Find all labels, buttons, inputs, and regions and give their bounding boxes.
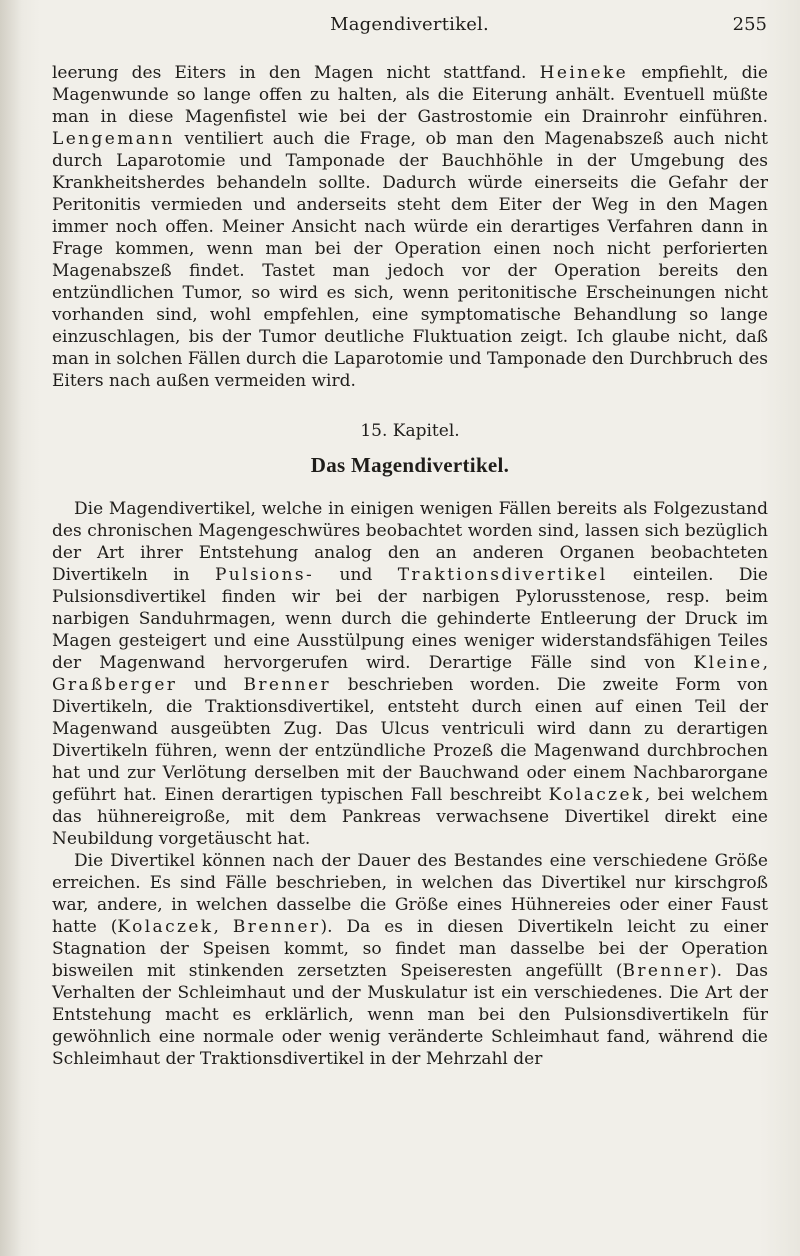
text-run: einteilen. Die Pulsionsdivertikel finden wir bei der narbigen Pylorusstenose, resp. beim narbigen Sanduhrmagen, wenn durch die gehinderte Entleerung der Druck im Magen gesteigert und eine Ausstülpung eines weniger widerstandsfähigen Teiles der Magenwand hervorgerufen wird. Derartige Fälle sind von: [52, 565, 768, 673]
chapter-number: 15. Kapitel.: [360, 421, 460, 441]
author-name-brenner: Brenner: [622, 961, 711, 981]
gutter-shadow: [0, 0, 22, 1256]
text-run: beschrieben worden. Die zweite Form von Divertikeln, die Traktionsdivertikel, entsteht durch einen auf einen Teil der Magenwand ausgeübten Zug. Das Ulcus ventriculi wird dann zu derartigen Divertikeln führen, wenn der entzündliche Prozeß die Magenwand durchbrochen hat und zur Verlötung derselben mit der Bauchwand oder einem Nachbarorgane geführt hat. Einen derartigen typischen Fall beschreibt: [52, 675, 768, 805]
text-run: ). Da es in diesen Divertikeln leicht zu einer Stagnation der Speisen kommt, so findet man dasselbe bei der Operation bisweilen mit stinkenden zersetzten Speiseresten angefüllt (: [52, 917, 769, 981]
text-run: Die Divertikel können nach der Dauer des Bestandes eine verschiedene Größe erreichen. Es sind Fälle beschrieben, in welchen das Divertikel nur kirschgroß war, andere, in welchen dasselbe die Größe eines Hühnereies oder einer Faust hatte (: [52, 851, 768, 937]
text-run: ventiliert auch die Frage, ob man den Magenabszeß auch nicht durch Laparotomie und Tamponade der Bauchhöhle in der Umgebung des Krankheitsherdes behandeln sollte. Dadurch würde einerseits die Gefahr der Peritonitis vermieden und anderseits steht dem Eiter der Weg in den Magen immer noch offen. Meiner Ansicht nach würde ein derartiges Verfahren dann in Frage kommen, wenn man bei der Operation einen noch nicht perforierten Magenabszeß findet. Tastet man jedoch vor der Operation bereits den entzündlichen Tumor, so wird es sich, wenn peritonitische Erscheinungen nicht vorhanden sind, wohl empfehlen, eine symptomatische Behandlung so lange einzuschlagen, bis der Tumor deutliche Fluktuation zeigt. Ich glaube nicht, daß man in solchen Fällen durch die Laparotomie und Tamponade den Durchbruch des Eiters nach außen vermeiden wird.: [52, 129, 768, 391]
text-run: und: [314, 565, 398, 585]
text-run: leerung des Eiters in den Magen nicht stattfand.: [52, 63, 540, 83]
body-text: [52, 62, 768, 1070]
running-head: [52, 8, 767, 42]
paragraph-continued: [52, 62, 768, 392]
text-run: und: [177, 675, 244, 695]
text-run: ). Das Verhalten der Schleimhaut und der Muskulatur ist ein verschiedenes. Die Art der Entstehung macht es erklärlich, wenn man bei den Pulsionsdivertikeln für gewöhnlich eine normale oder wenig veränderte Schleimhaut fand, während die Schleimhaut der Traktionsdivertikel in der Mehrzahl der: [52, 961, 768, 1069]
author-name-lengemann: Lengemann: [52, 129, 175, 149]
author-name-kleine: Kleine: [693, 653, 763, 673]
text-run: ,: [213, 917, 233, 937]
author-name-grassberger: Graßberger: [52, 675, 178, 695]
page-number: 255: [732, 14, 767, 35]
paragraph-size: [52, 850, 768, 1070]
author-name-kolaczek: Kolaczek: [548, 785, 645, 805]
author-name-heineke: Heineke: [539, 63, 629, 83]
author-name-brenner: Brenner: [232, 917, 321, 937]
paragraph-pulsion-traction: [52, 498, 768, 850]
text-run: , bei welchem das hühnereigroße, mit dem Pankreas verwachsene Divertikel direkt eine Neubildung vorgetäuscht hat.: [52, 785, 768, 849]
author-name-brenner: Brenner: [243, 675, 332, 695]
running-title: Magendivertikel.: [330, 14, 489, 35]
author-name-kolaczek: Kolaczek: [117, 917, 214, 937]
term-traktionsdivertikel: Traktionsdivertikel: [397, 565, 608, 585]
text-run: empfiehlt, die Magenwunde so lange offen zu halten, als die Eiterung anhält. Eventuell müßte man in diese Magenfistel wie bei der Gastrostomie ein Drainrohr einführen.: [52, 63, 768, 127]
text-run: ,: [762, 653, 768, 673]
term-pulsions: Pulsions-: [214, 565, 315, 585]
text-run: Die Magendivertikel, welche in einigen wenigen Fällen bereits als Folgezustand des chronischen Magengeschwüres beobachtet worden sind, lassen sich bezüglich der Art ihrer Entstehung analog den an anderen Organen beobachteten Divertikeln in: [52, 499, 768, 585]
chapter-title: Das Magendivertikel.: [310, 453, 510, 477]
